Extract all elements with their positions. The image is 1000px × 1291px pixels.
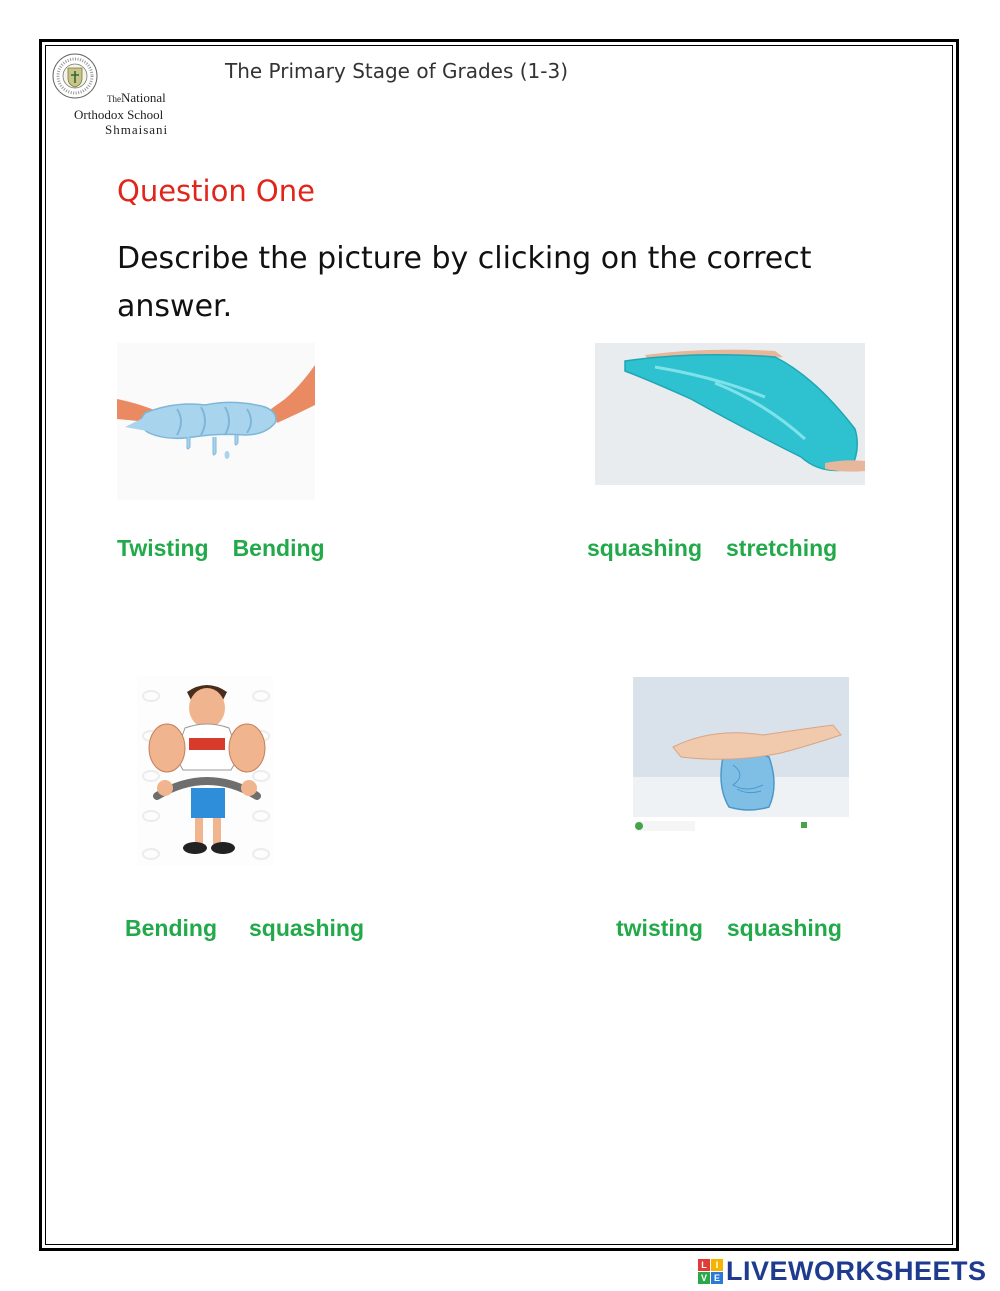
answer-option-bending[interactable]: Bending <box>232 535 325 561</box>
school-name-line1: National <box>121 90 166 105</box>
answer-options-4 <box>616 915 842 942</box>
liveworksheets-text: LIVEWORKSHEETS <box>726 1255 987 1286</box>
brand-block-l: L <box>698 1259 710 1271</box>
answer-option-squashing[interactable]: squashing <box>249 915 365 941</box>
question-title: Question One <box>117 174 315 208</box>
worksheet-inner-border <box>45 45 953 1245</box>
brand-block-v: V <box>698 1272 710 1284</box>
liveworksheets-brand[interactable] <box>698 1256 987 1286</box>
answer-option-twisting[interactable]: Twisting <box>117 535 209 561</box>
brand-block-i: I <box>711 1259 723 1271</box>
answer-option-squashing[interactable]: squashing <box>726 915 842 941</box>
liveworksheets-logo-icon <box>698 1259 723 1284</box>
squashing-bottle-picture <box>633 677 849 835</box>
question-instruction: Describe the picture by clicking on the correct answer. <box>117 241 812 324</box>
stage-heading: The Primary Stage of Grades (1-3) <box>225 59 569 83</box>
answer-option-squashing[interactable]: squashing <box>587 535 703 561</box>
bending-pipe-picture <box>137 676 273 866</box>
answer-option-twisting[interactable]: twisting <box>616 915 703 941</box>
twisting-cloth-picture <box>117 343 315 500</box>
school-name-line2: Orthodox School <box>74 107 164 122</box>
answer-options-3 <box>125 915 364 942</box>
school-name-prefix: The <box>107 94 121 104</box>
brand-block-e: E <box>711 1272 723 1284</box>
answer-options-2 <box>587 535 837 562</box>
school-name-line3: Shmaisani <box>105 122 169 137</box>
answer-options-1 <box>117 535 325 562</box>
stretching-slime-picture <box>595 343 865 485</box>
answer-option-bending[interactable]: Bending <box>125 915 217 941</box>
school-name <box>74 90 180 137</box>
answer-option-stretching[interactable]: stretching <box>726 535 838 561</box>
